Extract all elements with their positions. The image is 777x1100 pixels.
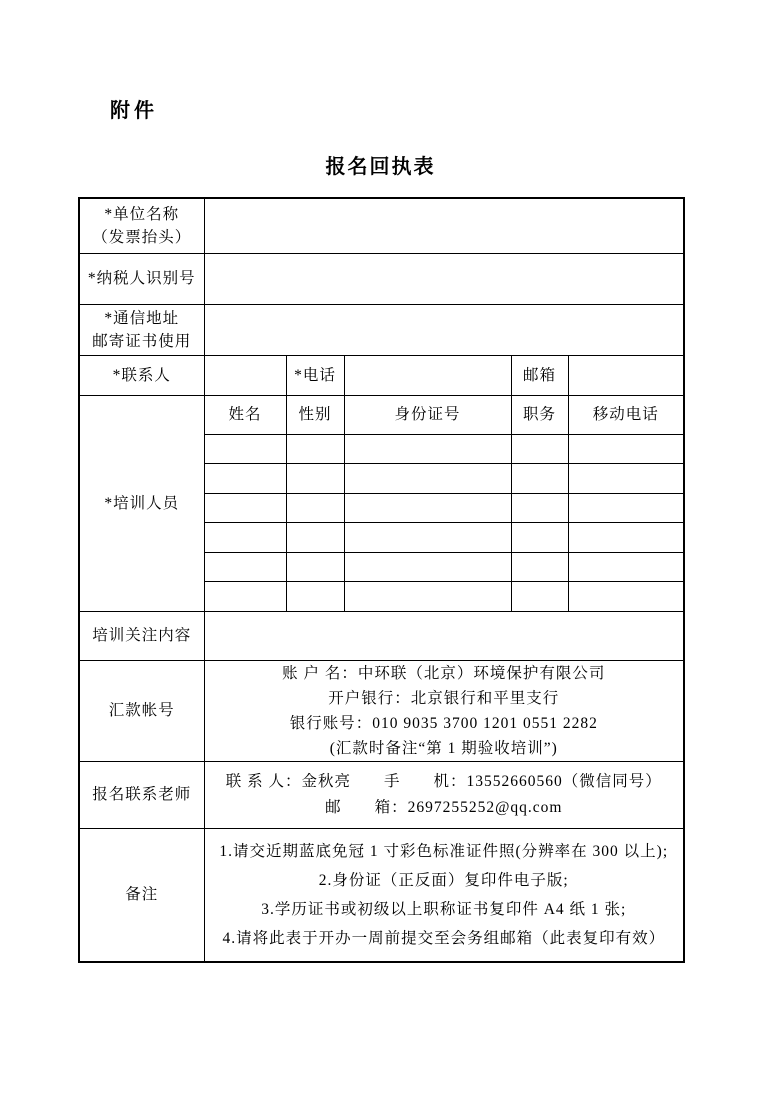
- trainee-name-cell[interactable]: [204, 493, 286, 523]
- remittance-account-name: 账 户 名：中环联（北京）环境保护有限公司: [282, 664, 606, 682]
- teacher-email-line: 邮 箱：2697255252@qq.com: [325, 798, 563, 816]
- col-header-id-number: 身份证号: [344, 395, 511, 434]
- trainee-mobile-cell[interactable]: [568, 493, 684, 523]
- attachment-label: 附件: [110, 100, 158, 122]
- note-item-2: 2.身份证（正反面）复印件电子版;: [318, 871, 569, 889]
- trainee-position-cell[interactable]: [511, 493, 568, 523]
- trainee-position-cell[interactable]: [511, 434, 568, 464]
- trainee-name-cell[interactable]: [204, 523, 286, 553]
- trainee-gender-cell[interactable]: [286, 493, 344, 523]
- mailing-address-label-line2: 邮寄证书使用: [92, 332, 192, 350]
- row-registration-teacher: [79, 761, 684, 828]
- registration-teacher-details: [204, 761, 684, 828]
- registration-teacher-label: 报名联系老师: [79, 761, 204, 828]
- contact-person-label: *联系人: [79, 355, 204, 395]
- col-header-name: 姓名: [204, 395, 286, 434]
- trainee-gender-cell[interactable]: [286, 582, 344, 612]
- unit-name-label: [79, 198, 204, 253]
- trainee-name-cell[interactable]: [204, 464, 286, 494]
- row-training-focus: [79, 611, 684, 660]
- trainee-gender-cell[interactable]: [286, 434, 344, 464]
- trainee-gender-cell[interactable]: [286, 523, 344, 553]
- unit-name-label-line1: *单位名称: [104, 205, 180, 223]
- trainee-gender-cell[interactable]: [286, 464, 344, 494]
- mailing-address-input-cell[interactable]: [204, 304, 684, 355]
- note-item-4: 4.请将此表于开办一周前提交至会务组邮箱（此表复印有效）: [222, 929, 666, 947]
- row-unit-name: [79, 198, 684, 253]
- row-remittance-account: [79, 660, 684, 761]
- trainee-id-cell[interactable]: [344, 434, 511, 464]
- row-taxpayer-id: [79, 253, 684, 304]
- row-mailing-address: [79, 304, 684, 355]
- phone-input-cell[interactable]: [344, 355, 511, 395]
- trainee-id-cell[interactable]: [344, 493, 511, 523]
- trainee-id-cell[interactable]: [344, 523, 511, 553]
- taxpayer-id-input-cell[interactable]: [204, 253, 684, 304]
- trainee-name-cell[interactable]: [204, 552, 286, 582]
- trainee-mobile-cell[interactable]: [568, 434, 684, 464]
- notes-label: 备注: [79, 828, 204, 962]
- taxpayer-id-label: *纳税人识别号: [79, 253, 204, 304]
- row-contact-person: [79, 355, 684, 395]
- unit-name-label-line2: （发票抬头）: [92, 228, 192, 246]
- trainee-mobile-cell[interactable]: [568, 552, 684, 582]
- col-header-gender: 性别: [286, 395, 344, 434]
- remittance-account-number: 银行账号：010 9035 3700 1201 0551 2282: [289, 714, 598, 732]
- trainee-id-cell[interactable]: [344, 582, 511, 612]
- trainees-label: *培训人员: [79, 395, 204, 611]
- trainee-gender-cell[interactable]: [286, 552, 344, 582]
- trainee-id-cell[interactable]: [344, 464, 511, 494]
- trainee-id-cell[interactable]: [344, 552, 511, 582]
- trainee-position-cell[interactable]: [511, 582, 568, 612]
- remittance-memo: (汇款时备注“第 1 期验收培训”): [329, 739, 558, 757]
- remittance-label: 汇款帐号: [79, 660, 204, 761]
- col-header-mobile: 移动电话: [568, 395, 684, 434]
- trainee-mobile-cell[interactable]: [568, 523, 684, 553]
- row-notes: [79, 828, 684, 962]
- notes-details: [204, 828, 684, 962]
- trainee-mobile-cell[interactable]: [568, 464, 684, 494]
- phone-label: *电话: [286, 355, 344, 395]
- teacher-contact-line: 联 系 人：金秋亮 手 机：13552660560（微信同号）: [225, 772, 662, 790]
- trainee-position-cell[interactable]: [511, 464, 568, 494]
- email-input-cell[interactable]: [568, 355, 684, 395]
- remittance-bank: 开户银行：北京银行和平里支行: [328, 689, 560, 707]
- training-focus-label: 培训关注内容: [79, 611, 204, 660]
- trainee-position-cell[interactable]: [511, 523, 568, 553]
- contact-person-input-cell[interactable]: [204, 355, 286, 395]
- trainee-name-cell[interactable]: [204, 434, 286, 464]
- note-item-3: 3.学历证书或初级以上职称证书复印件 A4 纸 1 张;: [261, 900, 627, 918]
- email-label: 邮箱: [511, 355, 568, 395]
- registration-form-table: [78, 197, 685, 963]
- trainee-mobile-cell[interactable]: [568, 582, 684, 612]
- mailing-address-label: [79, 304, 204, 355]
- remittance-details: [204, 660, 684, 761]
- note-item-1: 1.请交近期蓝底免冠 1 寸彩色标准证件照(分辨率在 300 以上);: [219, 842, 669, 860]
- col-header-position: 职务: [511, 395, 568, 434]
- row-trainee-header: [79, 395, 684, 434]
- unit-name-input-cell[interactable]: [204, 198, 684, 253]
- trainee-position-cell[interactable]: [511, 552, 568, 582]
- training-focus-input-cell[interactable]: [204, 611, 684, 660]
- mailing-address-label-line1: *通信地址: [104, 309, 180, 327]
- page-title: 报名回执表: [325, 156, 436, 178]
- trainee-name-cell[interactable]: [204, 582, 286, 612]
